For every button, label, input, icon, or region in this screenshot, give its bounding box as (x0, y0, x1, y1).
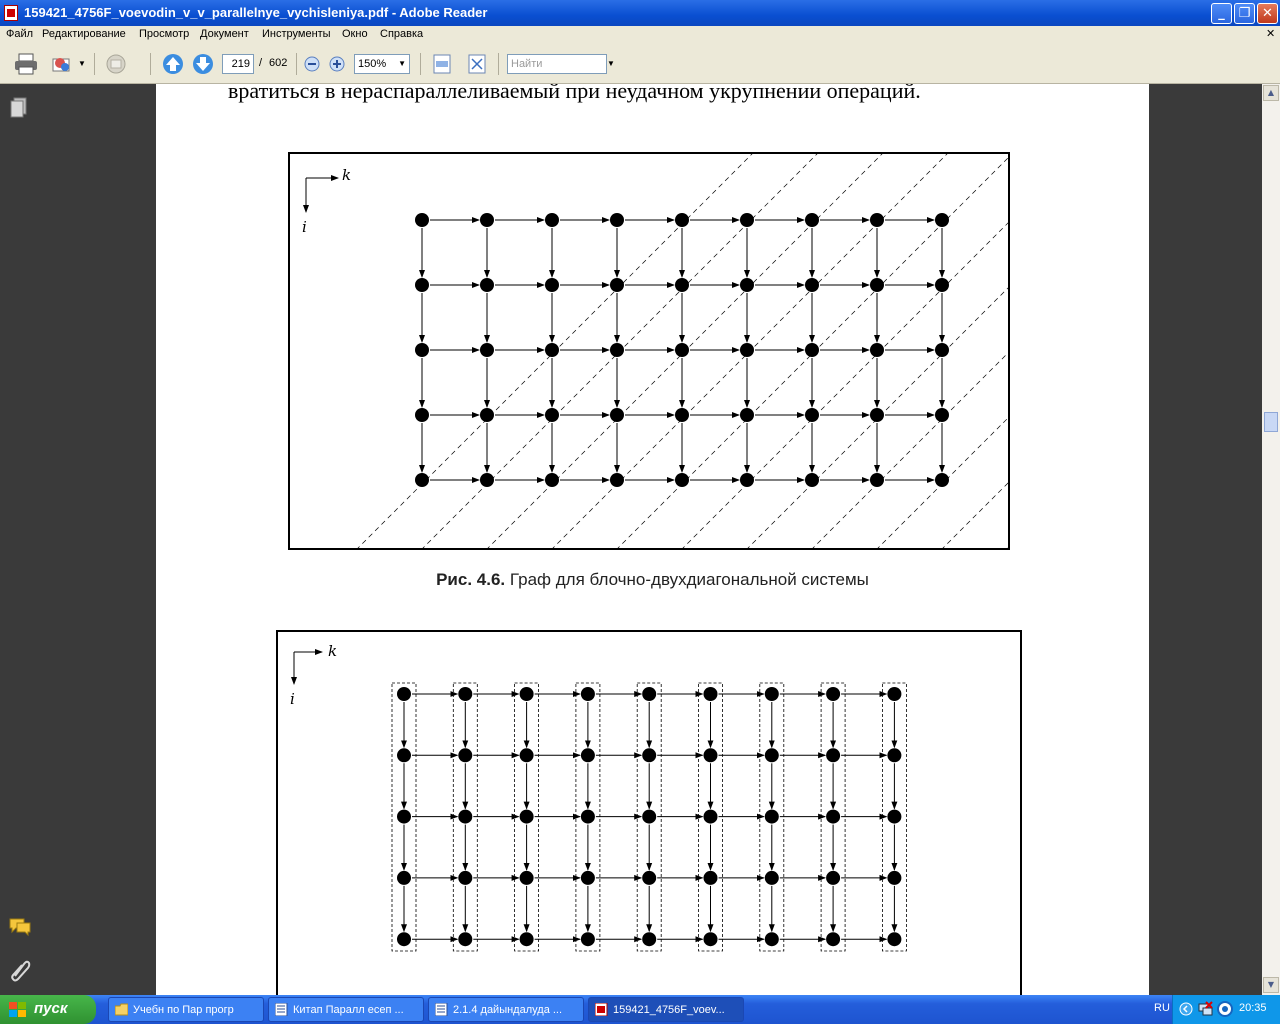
menu-bar (0, 26, 1280, 45)
graph-node (581, 748, 595, 762)
graph-node (415, 278, 429, 292)
menu-tools[interactable]: Инструменты (262, 28, 331, 40)
graph-node (397, 871, 411, 885)
zoom-out-icon[interactable] (304, 56, 320, 72)
chevron-down-icon: ▼ (398, 59, 406, 68)
chevron-down-icon[interactable]: ▼ (607, 59, 615, 68)
graph-node (642, 687, 656, 701)
graph-node (805, 408, 819, 422)
graph-node (397, 687, 411, 701)
graph-node (642, 932, 656, 946)
graph-node (610, 278, 624, 292)
graph-node (675, 473, 689, 487)
chevron-down-icon[interactable]: ▼ (78, 59, 86, 68)
graph-node (765, 932, 779, 946)
graph-node (765, 687, 779, 701)
zoom-value: 150% (358, 58, 387, 70)
graph-node (805, 473, 819, 487)
scroll-up-button[interactable]: ▲ (1263, 85, 1279, 101)
figure-4-7-graph (276, 630, 1022, 995)
taskbar (0, 995, 1280, 1024)
graph-node (610, 408, 624, 422)
graph-node (704, 810, 718, 824)
graph-node (545, 343, 559, 357)
graph-node (870, 408, 884, 422)
word-doc-icon (275, 1003, 288, 1016)
graph-node (610, 473, 624, 487)
comments-panel-icon[interactable] (8, 916, 32, 938)
figure-4-6-graph (288, 152, 1012, 552)
maximize-button[interactable]: ❐ (1234, 3, 1255, 24)
taskbar-item-folder[interactable] (108, 997, 264, 1022)
start-button[interactable] (0, 995, 96, 1024)
graph-node (935, 213, 949, 227)
email-attach-icon[interactable] (50, 53, 74, 75)
folder-icon (115, 1003, 128, 1016)
graph-node (805, 278, 819, 292)
vertical-scrollbar[interactable] (1262, 84, 1280, 995)
menu-document[interactable]: Документ (200, 28, 249, 40)
taskbar-item-word-2[interactable] (428, 997, 584, 1022)
graph-node (520, 748, 534, 762)
previous-page-icon[interactable] (162, 53, 184, 75)
graph-node (935, 408, 949, 422)
graph-node (826, 810, 840, 824)
graph-node (458, 748, 472, 762)
graph-node (415, 473, 429, 487)
pdf-page (156, 84, 1149, 995)
window-titlebar[interactable] (0, 0, 1280, 26)
next-page-icon[interactable] (192, 53, 214, 75)
graph-node (675, 343, 689, 357)
menu-view[interactable]: Просмотр (139, 28, 190, 40)
clock: 20:35 (1239, 1002, 1267, 1014)
windows-logo-icon (8, 1001, 28, 1019)
graph-node (887, 687, 901, 701)
graph-node (935, 473, 949, 487)
menu-help[interactable]: Справка (380, 28, 424, 40)
graph-node (740, 473, 754, 487)
taskbar-item-label: Учебн по Пар прогр (133, 1004, 234, 1016)
graph-node (397, 810, 411, 824)
graph-node (480, 278, 494, 292)
pdf-icon (595, 1003, 608, 1016)
graph-node (581, 810, 595, 824)
toolbar (0, 45, 1280, 84)
graph-node (520, 871, 534, 885)
tray-expand-icon[interactable] (1179, 1002, 1193, 1016)
graph-node (545, 408, 559, 422)
page-total: 602 (269, 57, 288, 69)
graph-node (458, 871, 472, 885)
zoom-select[interactable] (354, 54, 410, 74)
graph-node (581, 932, 595, 946)
graph-node (765, 871, 779, 885)
graph-node (765, 810, 779, 824)
minimize-button[interactable]: _ (1211, 3, 1232, 24)
graph-node (642, 748, 656, 762)
document-close-button[interactable]: ✕ (1266, 28, 1276, 40)
graph-node (675, 278, 689, 292)
graph-node (740, 408, 754, 422)
graph-node (480, 213, 494, 227)
menu-window[interactable]: Окно (342, 28, 368, 40)
graph-node (870, 343, 884, 357)
graph-node (458, 932, 472, 946)
graph-node (642, 871, 656, 885)
figure-caption-text: Граф для блочно-двухдиагональной системы (505, 570, 869, 589)
graph-node (935, 278, 949, 292)
graph-node (704, 871, 718, 885)
document-viewport[interactable] (40, 84, 1262, 995)
page-body-text: вратиться в нераспараллеливаемый при неудачном укрупнении операций. (228, 84, 921, 103)
scroll-down-button[interactable]: ▼ (1263, 977, 1279, 993)
system-tray (1172, 995, 1280, 1024)
security-icon[interactable] (1217, 1001, 1233, 1017)
graph-node (545, 473, 559, 487)
window-title: 159421_4756F_voevodin_v_v_parallelnye_vychisleniya.pdf - Adobe Reader (24, 5, 488, 20)
graph-node (870, 473, 884, 487)
graph-node (870, 278, 884, 292)
attachments-panel-icon[interactable] (9, 958, 31, 982)
graph-node (887, 871, 901, 885)
network-icon[interactable] (1197, 1001, 1213, 1017)
scroll-thumb[interactable] (1264, 412, 1278, 432)
page-number-input[interactable]: 219 (222, 54, 254, 74)
axis-i-label-2: i (290, 690, 295, 708)
graph-node (480, 408, 494, 422)
fit-width-icon[interactable] (432, 53, 452, 75)
graph-node (935, 343, 949, 357)
graph-node (887, 748, 901, 762)
graph-node (480, 343, 494, 357)
graph-node (415, 213, 429, 227)
graph-node (704, 932, 718, 946)
graph-node (610, 343, 624, 357)
graph-node (458, 687, 472, 701)
graph-node (675, 408, 689, 422)
graph-node (581, 871, 595, 885)
word-doc-icon (435, 1003, 448, 1016)
adobe-reader-icon (4, 5, 18, 21)
graph-node (887, 932, 901, 946)
figure-caption-number: Рис. 4.6. (436, 570, 506, 589)
graph-node (805, 343, 819, 357)
collaborate-icon[interactable] (104, 53, 130, 75)
graph-node (397, 932, 411, 946)
axis-i-label: i (302, 218, 307, 236)
taskbar-item-pdf[interactable] (588, 997, 744, 1022)
graph-node (740, 213, 754, 227)
taskbar-item-label: 159421_4756F_voev... (613, 1004, 725, 1016)
graph-node (887, 810, 901, 824)
language-indicator[interactable]: RU (1154, 1002, 1170, 1014)
graph-node (480, 473, 494, 487)
navigation-pane (0, 84, 40, 995)
graph-node (704, 748, 718, 762)
taskbar-item-word-1[interactable] (268, 997, 424, 1022)
graph-node (642, 810, 656, 824)
graph-node (397, 748, 411, 762)
graph-node (520, 932, 534, 946)
graph-node (545, 278, 559, 292)
fit-page-icon[interactable] (466, 53, 488, 75)
graph-node (765, 748, 779, 762)
graph-node (545, 213, 559, 227)
graph-node (458, 810, 472, 824)
graph-node (704, 687, 718, 701)
axis-k-label-2: k (328, 642, 338, 660)
graph-node (826, 687, 840, 701)
graph-node (826, 871, 840, 885)
graph-node (581, 687, 595, 701)
taskbar-item-label: Китап Паралл есеп ... (293, 1004, 404, 1016)
print-icon[interactable] (14, 53, 38, 75)
graph-node (675, 213, 689, 227)
graph-node (870, 213, 884, 227)
graph-node (520, 687, 534, 701)
search-input[interactable]: Найти (507, 54, 607, 74)
menu-edit[interactable]: Редактирование (42, 28, 126, 40)
close-button[interactable]: ✕ (1257, 3, 1278, 24)
graph-node (415, 408, 429, 422)
figure-caption (156, 570, 1149, 590)
pages-panel-icon[interactable] (9, 96, 29, 120)
menu-file[interactable]: Файл (6, 28, 34, 40)
graph-node (740, 278, 754, 292)
start-label: пуск (34, 1000, 68, 1017)
zoom-in-icon[interactable] (329, 56, 345, 72)
page-separator: / (259, 57, 263, 69)
graph-node (805, 213, 819, 227)
axis-k-label: k (342, 166, 352, 184)
graph-node (610, 213, 624, 227)
graph-node (826, 932, 840, 946)
taskbar-item-label: 2.1.4 дайындалуда ... (453, 1004, 563, 1016)
graph-node (415, 343, 429, 357)
graph-node (520, 810, 534, 824)
graph-node (740, 343, 754, 357)
graph-node (826, 748, 840, 762)
